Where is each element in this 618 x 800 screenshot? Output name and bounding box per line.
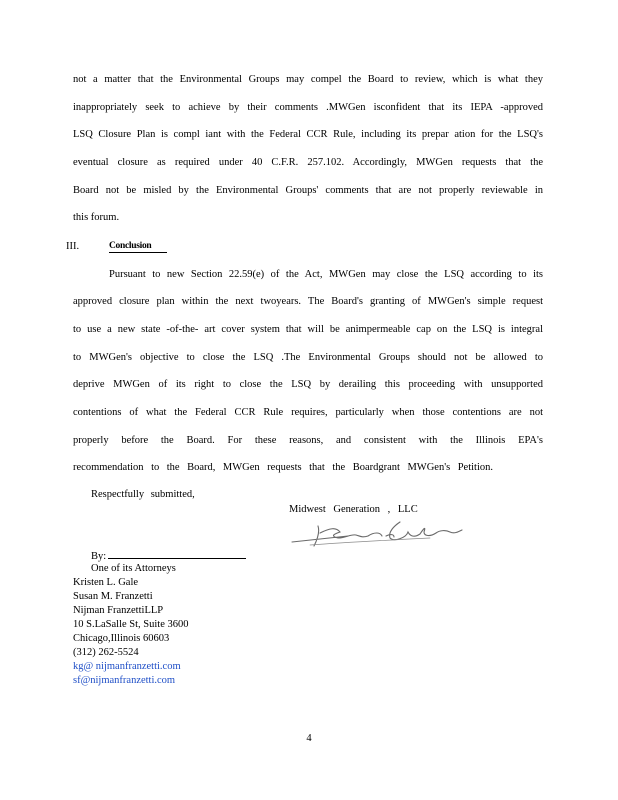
attorney-name: Susan M. Franzetti [73,591,153,602]
conclusion-line: to MWGen's objective to close the LSQ .The Environmental Groups should not be allowed to [73,352,543,363]
conclusion-line: contentions of what the Federal CCR Rule requires, particularly when those contentions are not [73,407,543,418]
attorney-block [73,562,189,688]
email-link[interactable]: sf@nijmanfranzetti.com [73,675,176,686]
address-line: 10 S.LaSalle St, Suite 3600 [73,619,189,630]
page-number: 4 [306,733,312,744]
section-title: Conclusion [109,241,167,253]
attorney-role: One of its Attorneys [91,563,176,574]
signature-rule [108,548,246,559]
body-line: LSQ Closure Plan is compl iant with the Federal CCR Rule, including its prepar ation for the LSQ's [73,129,543,140]
conclusion-line: Pursuant to new Section 22.59(e) of the Act, MWGen may close the LSQ according to its [109,269,543,280]
law-firm: Nijman FranzettiLLP [73,605,164,616]
by-signature-line [91,548,246,562]
email-link[interactable]: kg@ nijmanfranzetti.com [73,661,181,672]
conclusion-line: deprive MWGen of its right to close the LSQ by derailing this proceeding with unsupported [73,379,543,390]
section-number: III. [66,241,80,252]
body-line: this forum. [73,212,120,223]
body-line: Board not be misled by the Environmental Groups' comments that are not properly reviewable in [73,185,543,196]
phone-number: (312) 262-5524 [73,647,139,658]
conclusion-line: recommendation to the Board, MWGen requests that the Boardgrant MWGen's Petition. [73,462,493,473]
conclusion-line: approved closure plan within the next twoyears. The Board's granting of MWGen's simple request [73,296,543,307]
conclusion-line: to use a new state -of-the- art cover system that will be animpermeable cap on the LSQ is integral [73,324,543,335]
body-line: eventual closure as required under 40 C.F.R. 257.102. Accordingly, MWGen requests that the [73,157,543,168]
firm-name: Midwest Generation , LLC [289,504,418,515]
body-line: inappropriately seek to achieve by their comments .MWGen isconfident that its IEPA -approved [73,102,543,113]
body-line: not a matter that the Environmental Groups may compel the Board to review, which is what they [73,74,543,85]
address-line: Chicago,Illinois 60603 [73,633,170,644]
signoff: Respectfully submitted, [91,489,195,500]
signature-image [290,518,465,548]
attorney-name: Kristen L. Gale [73,577,139,588]
by-label: By: [91,551,107,562]
conclusion-line: properly before the Board. For these reasons, and consistent with the Illinois EPA's [73,435,543,446]
